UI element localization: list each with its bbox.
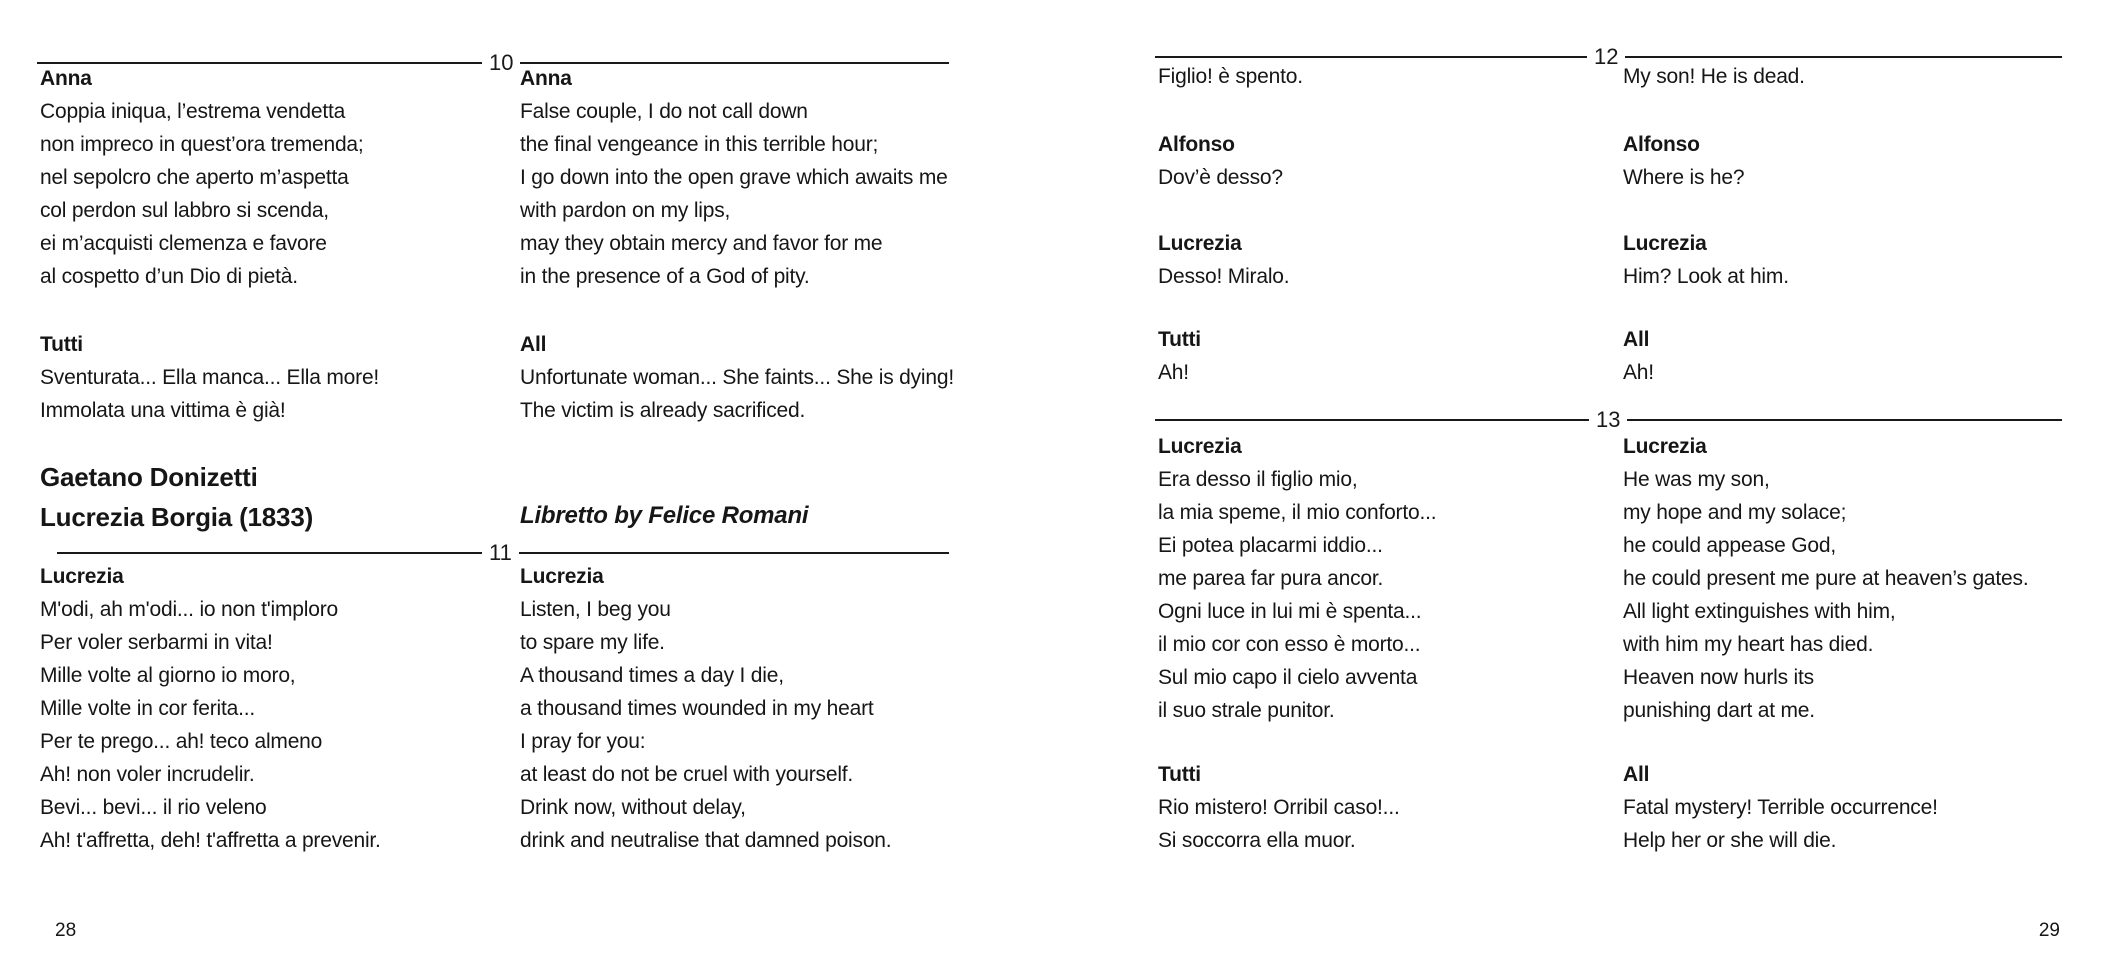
verse-lines-english [520,361,965,427]
verse-lines-italian [40,95,485,293]
verse-line: Fatal mystery! Terrible occurrence! [1623,796,1938,819]
verse-line: Ogni luce in lui mi è spenta... [1158,600,1422,623]
verse-lines-italian [40,361,485,427]
verse-line: Figlio! è spento. [1158,65,1303,88]
italian-column [1158,128,1603,194]
english-column [520,328,965,427]
speaker-name: Anna [520,67,572,90]
verse-line: in the presence of a God of pity. [520,265,810,288]
italian-column [1158,60,1603,93]
verse-line: Him? Look at him. [1623,265,1789,288]
verse-line: A thousand times a day I die, [520,664,784,687]
verse-line: Heaven now hurls its [1623,666,1814,689]
verse-line: col perdon sul labbro si scenda, [40,199,329,222]
english-column [1623,323,2065,389]
verse-line: ei m’acquisti clemenza e favore [40,232,327,255]
librettist-credit: Libretto by Felice Romani [520,502,809,529]
verse-line: Sul mio capo il cielo avventa [1158,666,1418,689]
verse-line: al cospetto d’un Dio di pietà. [40,265,298,288]
speaker-name: Tutti [1158,328,1201,351]
verse-line: Unfortunate woman... She faints... She is dying! [520,366,954,389]
verse-lines-english [1623,260,2065,293]
page-right [1155,0,2065,961]
verse-line: il suo strale punitor. [1158,699,1335,722]
verse-line: with him my heart has died. [1623,633,1874,656]
italian-column [40,62,485,293]
verse-lines-english [1623,161,2065,194]
verse-line: Si soccorra ella muor. [1158,829,1356,852]
english-column [1623,128,2065,194]
section-divider-13 [1155,408,2062,432]
italian-column [1158,758,1603,857]
librettist-column [520,457,965,532]
verse-line: Listen, I beg you [520,598,671,621]
verse-line: me parea far pura ancor. [1158,567,1384,590]
divider-line [57,552,482,554]
section-number: 13 [1596,407,1621,432]
italian-column [1158,430,1603,727]
english-column [1623,758,2065,857]
verse-line: he could appease God, [1623,534,1836,557]
verse-line: he could present me pure at heaven’s gates. [1623,567,2029,590]
section-number: 10 [489,50,514,75]
page-left [37,0,952,961]
verse-line: All light extinguishes with him, [1623,600,1896,623]
verse-lines-italian [40,593,485,857]
verse-line: la mia speme, il mio conforto... [1158,501,1437,524]
verse-line: Coppia iniqua, l’estrema vendetta [40,100,346,123]
verse-line: Per te prego... ah! teco almeno [40,730,323,753]
verse-line: Ah! [1623,361,1654,384]
speaker-name: Lucrezia [1158,435,1242,458]
verse-lines-italian [1158,791,1603,857]
composer-name: Gaetano Donizetti [40,462,258,492]
verse-lines-english [520,593,965,857]
divider-line [1155,419,1589,421]
verse-line: False couple, I do not call down [520,100,808,123]
verse-line: Sventurata... Ella manca... Ella more! [40,366,380,389]
verse-line: Bevi... bevi... il rio veleno [40,796,267,819]
verse-line: Immolata una vittima è già! [40,399,286,422]
verse-line: Ei potea placarmi iddio... [1158,534,1383,557]
speaker-name: Tutti [1158,763,1201,786]
verse-line: My son! He is dead. [1623,65,1805,88]
verse-line: the final vengeance in this terrible hour; [520,133,879,156]
italian-column [1158,323,1603,389]
verse-line: Mille volte in cor ferita... [40,697,255,720]
verse-lines-english [1623,463,2065,727]
credits-column [40,457,485,537]
english-column [520,560,965,857]
verse-line: punishing dart at me. [1623,699,1815,722]
verse-line: Per voler serbarmi in vita! [40,631,273,654]
page-number: 29 [2038,920,2060,941]
verse-lines-english [1623,356,2065,389]
verse-line: Drink now, without delay, [520,796,746,819]
speaker-name: Lucrezia [520,565,604,588]
verse-line: He was my son, [1623,468,1770,491]
verse-line: I go down into the open grave which awaits me [520,166,948,189]
verse-lines-english [1623,791,2065,857]
verse-line: Help her or she will die. [1623,829,1837,852]
divider-line [1625,56,2062,58]
divider-line [1155,56,1587,58]
italian-column [40,328,485,427]
speaker-name: Lucrezia [40,565,124,588]
verse-line: The victim is already sacrificed. [520,399,806,422]
english-column [520,62,965,293]
verse-lines-italian [1158,260,1603,293]
section-number: 12 [1594,44,1619,69]
divider-line [1627,419,2062,421]
speaker-name: Alfonso [1623,133,1700,156]
verse-line: my hope and my solace; [1623,501,1847,524]
verse-line: Desso! Miralo. [1158,265,1290,288]
speaker-name: All [1623,763,1650,786]
verse-line: may they obtain mercy and favor for me [520,232,883,255]
verse-line: I pray for you: [520,730,646,753]
verse-line: Dov’è desso? [1158,166,1283,189]
english-column [1623,227,2065,293]
verse-line: M'odi, ah m'odi... io non t'imploro [40,598,339,621]
speaker-name: Lucrezia [1623,232,1707,255]
verse-line: a thousand times wounded in my heart [520,697,874,720]
verse-line: non impreco in quest’ora tremenda; [40,133,364,156]
verse-line: Where is he? [1623,166,1745,189]
speaker-name: All [1623,328,1650,351]
verse-line: with pardon on my lips, [520,199,731,222]
italian-column [40,560,485,857]
verse-lines-english [1623,60,2065,93]
speaker-name: Anna [40,67,92,90]
page-number: 28 [55,920,77,941]
italian-column [1158,227,1603,293]
verse-line: at least do not be cruel with yourself. [520,763,854,786]
divider-line [519,552,949,554]
verse-line: Ah! t'affretta, deh! t'affretta a prevenir. [40,829,381,852]
verse-lines-english [520,95,965,293]
speaker-name: Alfonso [1158,133,1235,156]
verse-line: to spare my life. [520,631,665,654]
speaker-name: All [520,333,547,356]
speaker-name: Tutti [40,333,83,356]
verse-line: Mille volte al giorno io moro, [40,664,296,687]
english-column [1623,60,2065,93]
speaker-name: Lucrezia [1158,232,1242,255]
section-number: 11 [489,540,512,565]
verse-line: nel sepolcro che aperto m’aspetta [40,166,349,189]
english-column [1623,430,2065,727]
verse-line: Rio mistero! Orribil caso!... [1158,796,1400,819]
verse-lines-italian [1158,161,1603,194]
verse-line: il mio cor con esso è morto... [1158,633,1421,656]
verse-line: Ah! [1158,361,1189,384]
verse-line: Era desso il figlio mio, [1158,468,1358,491]
work-title: Lucrezia Borgia (1833) [40,502,314,532]
verse-line: drink and neutralise that damned poison. [520,829,892,852]
verse-lines-italian [1158,356,1603,389]
speaker-name: Lucrezia [1623,435,1707,458]
verse-lines-italian [1158,60,1603,93]
verse-line: Ah! non voler incrudelir. [40,763,255,786]
verse-lines-italian [1158,463,1603,727]
